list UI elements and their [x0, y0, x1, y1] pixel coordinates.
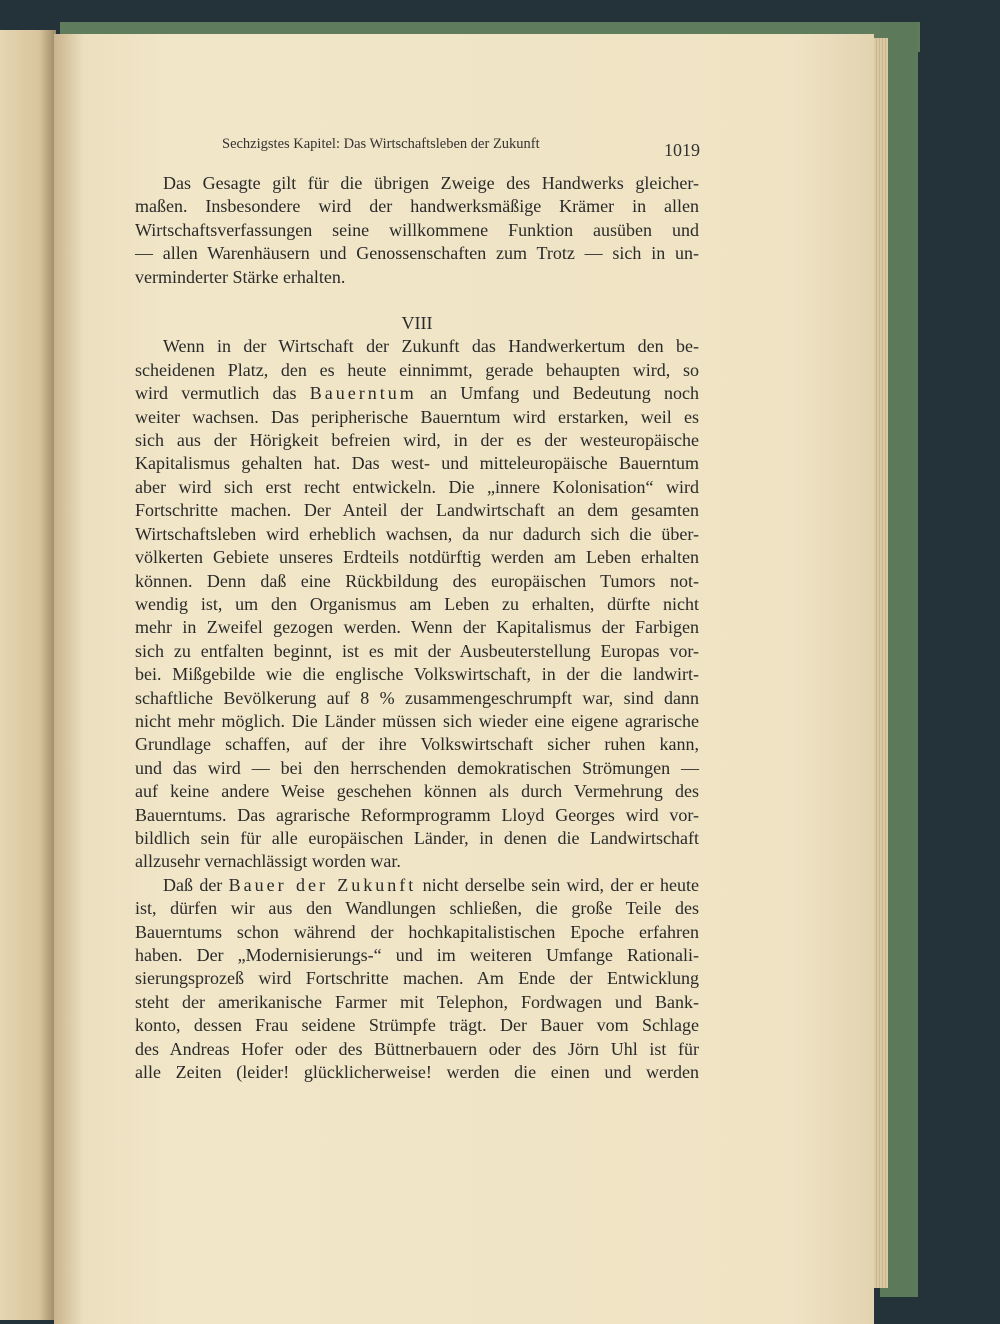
text-line — [135, 195, 699, 218]
text-segment: völkerten Gebiete unseres Erdteils notdürftig werden am Leben erhalten — [135, 547, 699, 568]
text-line — [135, 546, 699, 569]
text-segment: Daß der — [163, 874, 229, 895]
text-segment: bei. Mißgebilde wie die englische Volkswirtschaft, in der die landwirt- — [135, 664, 699, 685]
text-segment: Wenn in der Wirtschaft der Zukunft das Handwerkertum den be- — [163, 336, 699, 357]
text-line — [135, 687, 699, 710]
text-line — [135, 499, 699, 522]
text-line — [135, 476, 699, 499]
text-segment: scheidenen Platz, den es heute einnimmt, gerade behaupten wird, so — [135, 359, 699, 380]
text-segment: Kapitalismus gehalten hat. Das west- und mitteleuropäische Bauerntum — [135, 453, 699, 474]
text-segment: — allen Warenhäusern und Genossenschaften zum Trotz — sich in un- — [135, 243, 699, 264]
text-line — [135, 523, 699, 546]
text-segment: Wirtschaftsverfassungen seine willkommene Funktion ausüben und — [135, 219, 699, 240]
text-segment: Grundlage schaffen, auf der ihre Volkswirtschaft sicher ruhen kann, — [135, 734, 699, 755]
text-segment: steht der amerikanische Farmer mit Telephon, Fordwagen und Bank- — [135, 991, 699, 1012]
text-line — [135, 710, 699, 733]
text-line — [135, 172, 699, 195]
text-line — [135, 991, 699, 1014]
text-line — [135, 921, 699, 944]
text-segment: sich zu entfalten beginnt, ist es mit der Ausbeuterstellung Europas vor- — [135, 640, 699, 661]
text-line — [135, 827, 699, 850]
text-line — [135, 570, 699, 593]
text-segment: schaftliche Bevölkerung auf 8 % zusammengeschrumpft war, sind dann — [135, 687, 699, 708]
emphasized-text: Bauer der Zukunft — [228, 874, 417, 895]
running-title: Sechzigstes Kapitel: Das Wirtschaftsleben der Zukunft — [222, 136, 540, 152]
facing-page-edge — [0, 30, 56, 1320]
text-line — [135, 266, 699, 289]
text-segment: verminderter Stärke erhalten. — [135, 266, 346, 287]
text-line — [135, 429, 699, 452]
text-line — [135, 757, 699, 780]
page-number: 1019 — [664, 140, 700, 160]
text-line — [135, 452, 699, 475]
text-line — [135, 359, 699, 382]
paragraph — [135, 335, 699, 873]
text-line — [135, 780, 699, 803]
emphasized-text: Bauerntum — [309, 383, 417, 404]
text-segment: Fortschritte machen. Der Anteil der Landwirtschaft an dem gesamten — [135, 500, 699, 521]
text-line — [135, 944, 699, 967]
text-line — [135, 1038, 699, 1061]
text-segment: nicht derselbe sein wird, der er heute — [416, 874, 699, 895]
body-text — [135, 172, 699, 1084]
text-line — [135, 616, 699, 639]
text-segment: alle Zeiten (leider! glücklicherweise! werden die einen und werden — [135, 1062, 699, 1083]
text-line — [135, 967, 699, 990]
text-segment: sierungsprozeß wird Fortschritte machen. Am Ende der Entwicklung — [135, 968, 699, 989]
paragraph — [135, 172, 699, 289]
text-line — [135, 593, 699, 616]
running-header — [222, 136, 700, 160]
text-line — [135, 382, 699, 405]
text-line — [135, 897, 699, 920]
text-line — [135, 219, 699, 242]
text-line — [135, 733, 699, 756]
text-line — [135, 874, 699, 897]
text-segment: allzusehr vernachlässigt worden war. — [135, 851, 401, 872]
text-line — [135, 804, 699, 827]
text-line — [135, 640, 699, 663]
text-segment: Das Gesagte gilt für die übrigen Zweige des Handwerks gleicher- — [163, 173, 699, 193]
text-segment: konto, dessen Frau seidene Strümpfe trägt. Der Bauer vom Schlage — [135, 1015, 699, 1036]
text-segment: wird vermutlich das — [135, 383, 310, 404]
text-line — [135, 1061, 699, 1084]
text-segment: weiter wachsen. Das peripherische Bauerntum wird erstarken, weil es — [135, 406, 699, 427]
text-segment: nicht mehr möglich. Die Länder müssen sich wieder eine eigene agrarische — [135, 710, 699, 731]
text-segment: und das wird — bei den herrschenden demokratischen Strömungen — — [135, 757, 699, 778]
text-segment: können. Denn daß eine Rückbildung des europäischen Tumors not- — [135, 570, 699, 591]
text-segment: haben. Der „Modernisierungs-“ und im weiteren Umfange Rationali- — [135, 945, 699, 965]
text-segment: auf keine andere Weise geschehen können als durch Vermehrung des — [135, 781, 699, 802]
text-segment: ist, dürfen wir aus den Wandlungen schließen, die große Teile des — [135, 898, 699, 919]
paragraph — [135, 874, 699, 1085]
text-segment: sich aus der Hörigkeit befreien wird, in der es der westeuropäische — [135, 430, 699, 451]
text-line — [135, 1014, 699, 1037]
text-line — [135, 663, 699, 686]
text-segment: Bauerntums schon während der hochkapitalistischen Epoche erfahren — [135, 921, 699, 942]
text-segment: wendig ist, um den Organismus am Leben zu erhalten, dürfte nicht — [135, 593, 699, 614]
text-segment: Wirtschaftsleben wird erheblich wachsen, da nur dadurch sich die über- — [135, 523, 699, 544]
text-line — [135, 242, 699, 265]
text-segment: des Andreas Hofer oder des Büttnerbauern oder des Jörn Uhl ist für — [135, 1038, 699, 1059]
text-segment: an Umfang und Bedeutung noch — [416, 383, 699, 404]
text-segment: bildlich sein für alle europäischen Länder, in denen die Landwirtschaft — [135, 827, 699, 848]
text-line — [135, 850, 699, 873]
text-segment: maßen. Insbesondere wird der handwerksmäßige Krämer in allen — [135, 196, 699, 217]
text-segment: Bauerntums. Das agrarische Reformprogramm Lloyd Georges wird vor- — [135, 804, 699, 825]
text-line — [135, 335, 699, 358]
section-heading: VIII — [401, 313, 433, 334]
text-segment: mehr in Zweifel gezogen werden. Wenn der Kapitalismus der Farbigen — [135, 617, 699, 638]
text-line — [135, 406, 699, 429]
text-segment: aber wird sich erst recht entwickeln. Die „innere Kolonisation“ wird — [135, 476, 699, 497]
